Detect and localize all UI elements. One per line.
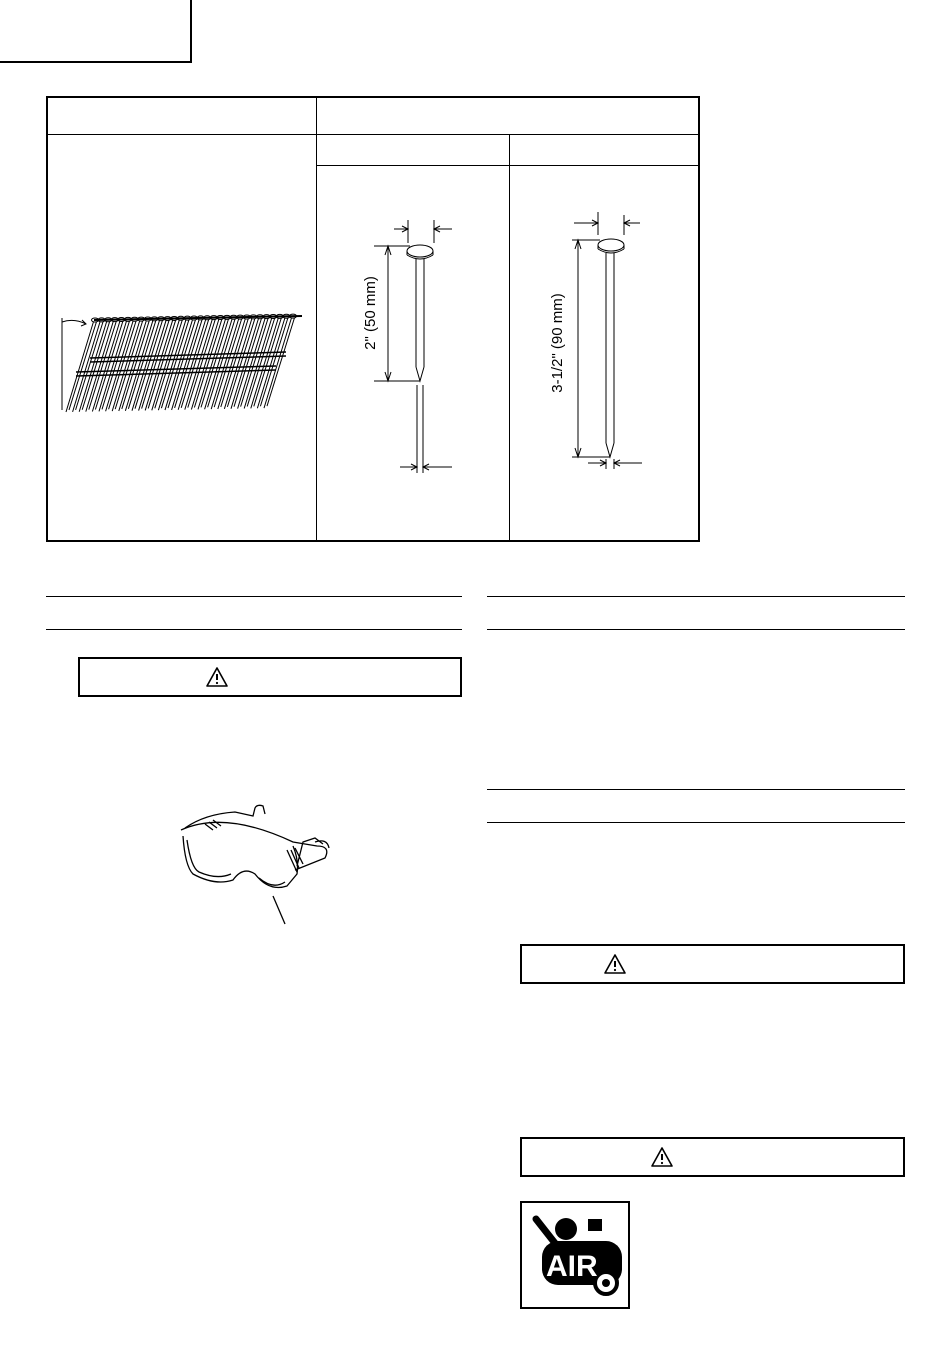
safety-glasses-illustration: [165, 800, 345, 925]
warning-box-left: [78, 657, 462, 697]
nail-long-diagram: [532, 207, 652, 477]
table-column-divider-2: [509, 134, 510, 542]
air-compressor-icon: [520, 1201, 630, 1309]
right-section-rule-2: [487, 629, 905, 630]
nail-long-length-label: 3-1/2" (90 mm): [549, 293, 566, 393]
right-section-rule-4: [487, 822, 905, 823]
warning-box-right-1: [520, 944, 905, 984]
air-icon-label: AIR: [546, 1250, 598, 1283]
nail-strip-illustration: [54, 300, 310, 425]
table-header-divider: [48, 134, 700, 135]
left-section-rule-bottom: [46, 629, 462, 630]
warning-triangle-icon: [603, 953, 627, 975]
table-column-divider-1: [316, 98, 317, 542]
warning-triangle-icon: [205, 666, 229, 688]
right-section-rule-3: [487, 789, 905, 790]
warning-box-right-2: [520, 1137, 905, 1177]
nail-short-diagram: [356, 215, 466, 480]
right-section-rule-1: [487, 596, 905, 597]
table-subheader-divider: [316, 165, 700, 166]
nail-short-length-label: 2" (50 mm): [362, 276, 379, 350]
left-section-rule-top: [46, 596, 462, 597]
warning-triangle-icon: [650, 1146, 674, 1168]
page-corner-box: [0, 0, 192, 63]
